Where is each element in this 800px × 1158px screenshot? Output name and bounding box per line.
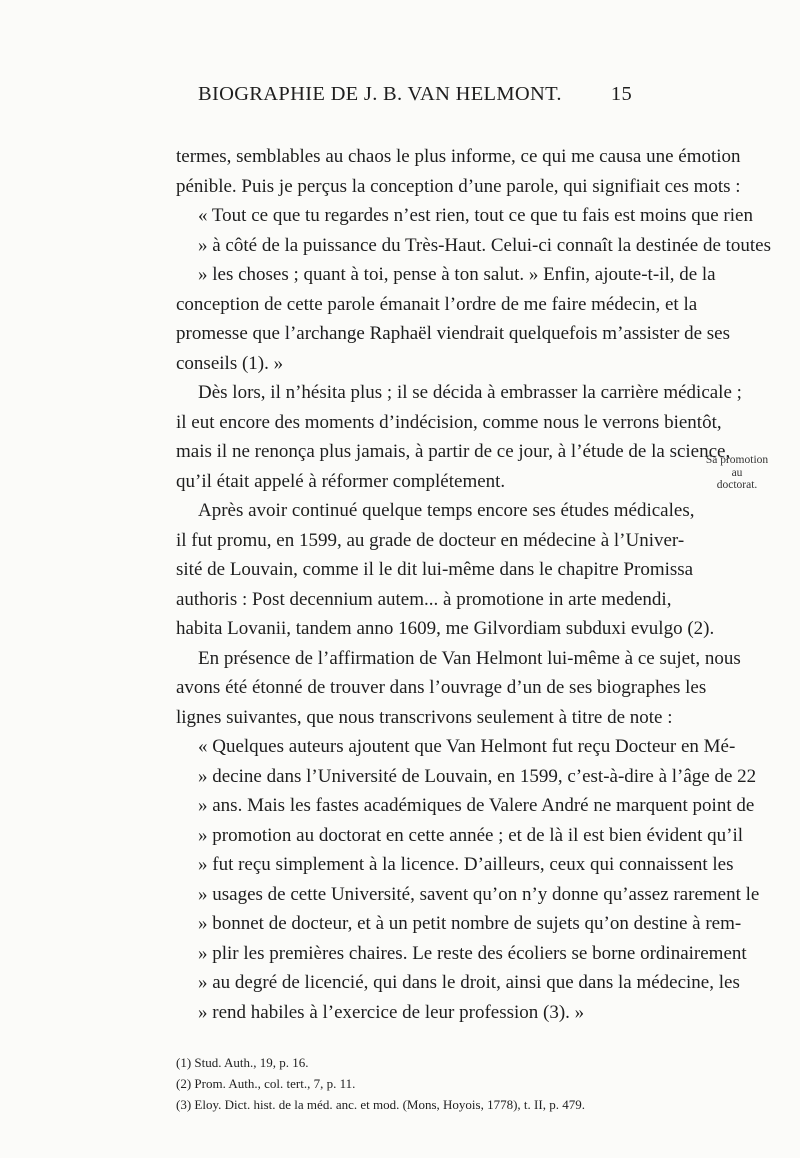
text-line: mais il ne renonça plus jamais, à partir de ce jour, à l’étude de la science,: [176, 441, 731, 462]
footnotes: [176, 1052, 656, 1115]
margin-note-line: Sa promotion: [705, 454, 769, 466]
margin-note-line: au: [731, 466, 743, 479]
text-line: « Tout ce que tu regardes n’est rien, tout ce que tu fais est moins que rien: [198, 205, 753, 226]
text-line: il eut encore des moments d’indécision, comme nous le verrons bientôt,: [176, 411, 722, 433]
running-header: [198, 82, 632, 106]
text-line: Dès lors, il n’hésita plus ; il se décida à embrasser la carrière médicale ;: [198, 382, 742, 403]
text-line: avons été étonné de trouver dans l’ouvrage d’un de ses biographes les: [176, 677, 707, 698]
text-line: pénible. Puis je perçus la conception d’une parole, qui signifiait ces mots :: [176, 175, 741, 197]
text-line: « Quelques auteurs ajoutent que Van Helmont fut reçu Docteur en Mé-: [198, 736, 736, 757]
text-line: » les choses ; quant à toi, pense à ton salut. » Enfin, ajoute-t-il, de la: [198, 264, 716, 285]
text-line: » usages de cette Université, savent qu’on n’y donne qu’assez rarement le: [198, 883, 760, 905]
text-line: » decine dans l’Université de Louvain, en 1599, c’est-à-dire à l’âge de 22: [198, 765, 757, 787]
text-line: » bonnet de docteur, et à un petit nombre de sujets qu’on destine à rem-: [198, 913, 742, 934]
running-title: BIOGRAPHIE DE J. B. VAN HELMONT.: [198, 83, 562, 105]
text-line: promesse que l’archange Raphaël viendrait quelquefois m’assister de ses: [176, 323, 730, 344]
footnote: (3) Eloy. Dict. hist. de la méd. anc. et mod. (Mons, Hoyois, 1778), t. II, p. 479.: [176, 1097, 585, 1112]
text-line: il fut promu, en 1599, au grade de docteur en médecine à l’Univer-: [176, 529, 685, 551]
text-line: » plir les premières chaires. Le reste des écoliers se borne ordinairement: [198, 942, 747, 964]
text-line: » au degré de licencié, qui dans le droit, ainsi que dans la médecine, les: [198, 972, 740, 993]
text-line: conseils (1). »: [176, 352, 284, 374]
text-line: En présence de l’affirmation de Van Helmont lui-même à ce sujet, nous: [198, 647, 741, 669]
margin-note: [678, 454, 796, 492]
text-line: authoris : Post decennium autem... à promotione in arte medendi,: [176, 588, 672, 610]
text-line: sité de Louvain, comme il le dit lui-même dans le chapitre Promissa: [176, 559, 694, 580]
text-line: » promotion au doctorat en cette année ; et de là il est bien évident qu’il: [198, 824, 744, 846]
text-line: habita Lovanii, tandem anno 1609, me Gilvordiam subduxi evulgo (2).: [176, 618, 715, 639]
text-line: qu’il était appelé à réformer complétement.: [176, 470, 506, 492]
text-line: » fut reçu simplement à la licence. D’ailleurs, ceux qui connaissent les: [198, 854, 734, 875]
footnote: (2) Prom. Auth., col. tert., 7, p. 11.: [176, 1076, 356, 1091]
text-line: lignes suivantes, que nous transcrivons seulement à titre de note :: [176, 706, 673, 728]
footnote: (1) Stud. Auth., 19, p. 16.: [176, 1055, 309, 1070]
text-line: termes, semblables au chaos le plus informe, ce qui me causa une émotion: [176, 146, 741, 167]
text-line: Après avoir continué quelque temps encore ses études médicales,: [198, 500, 695, 521]
text-line: » rend habiles à l’exercice de leur profession (3). »: [198, 1001, 585, 1023]
page-number: 15: [610, 83, 632, 105]
text-line: » ans. Mais les fastes académiques de Valere André ne marquent point de: [198, 795, 755, 816]
margin-note-line: doctorat.: [716, 479, 758, 491]
text-line: conception de cette parole émanait l’ordre de me faire médecin, et la: [176, 293, 698, 315]
text-line: » à côté de la puissance du Très-Haut. Celui-ci connaît la destinée de toutes: [198, 234, 772, 256]
